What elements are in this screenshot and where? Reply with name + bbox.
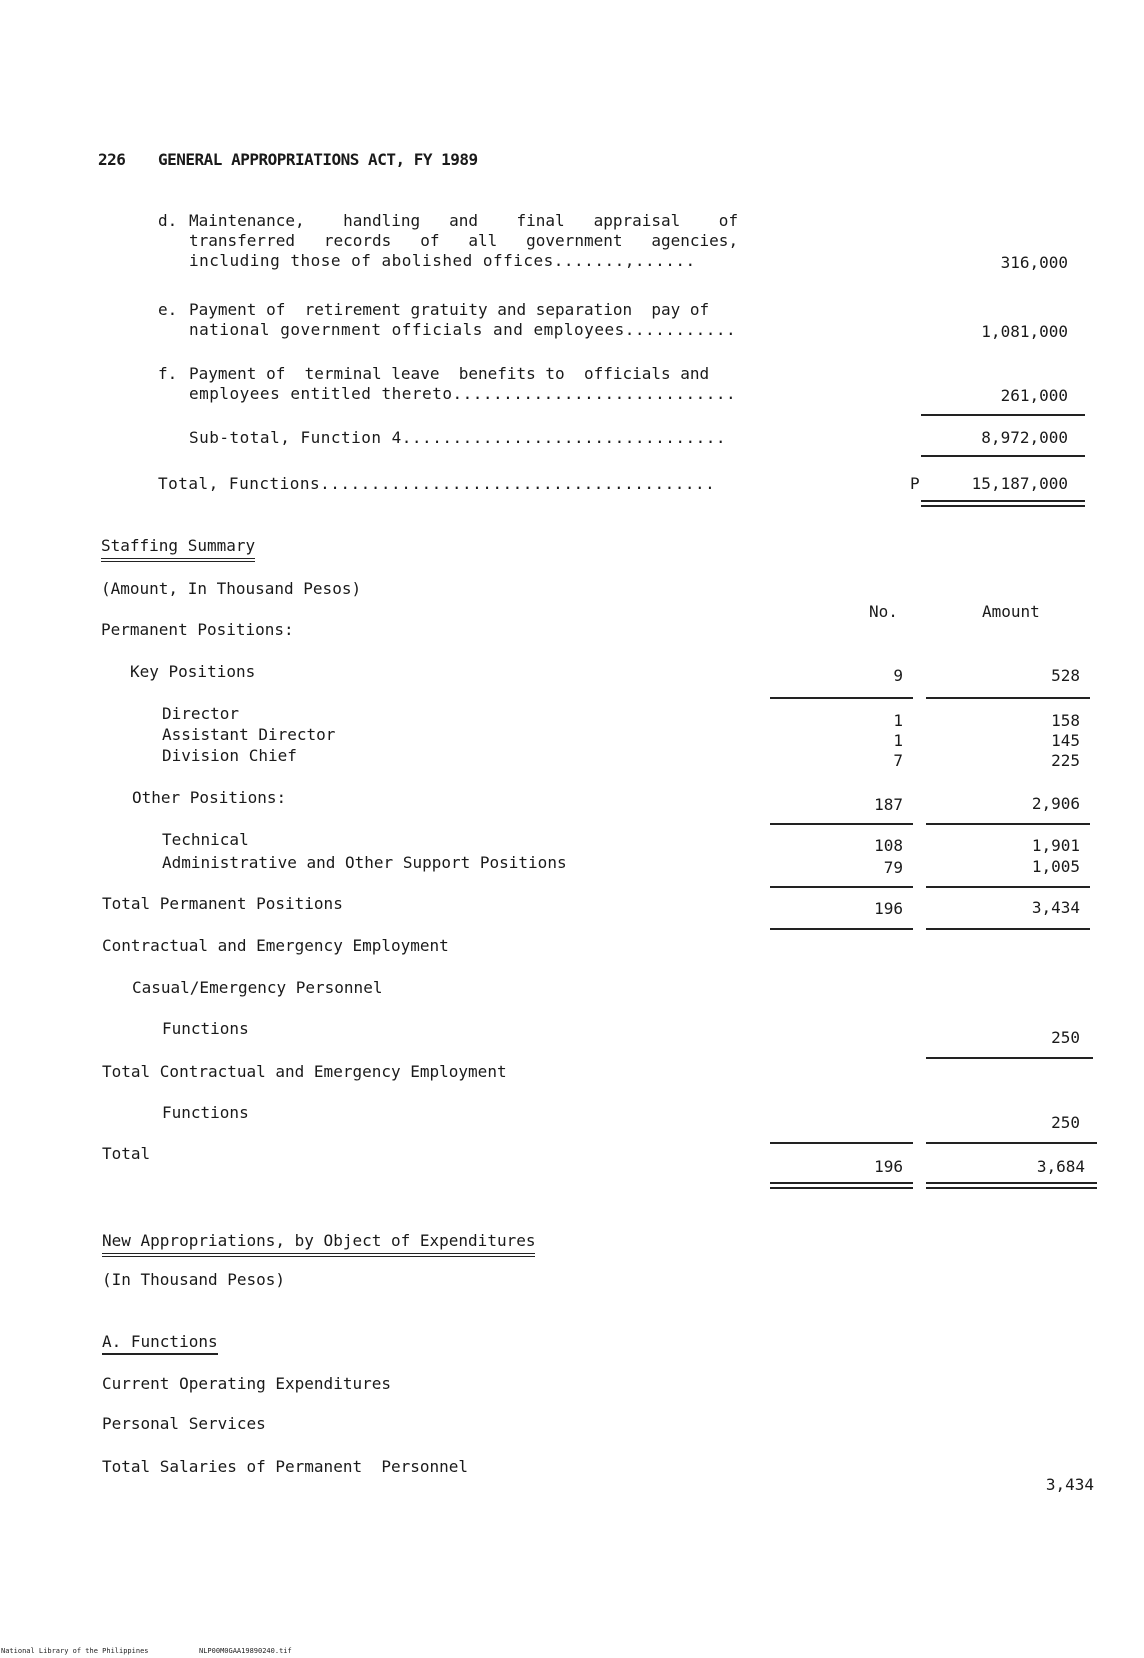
- new-appropriations-unit: (In Thousand Pesos): [102, 1270, 286, 1289]
- other-positions-no: 187: [874, 795, 903, 814]
- other-row-administrative-amount: 1,005: [1031, 857, 1080, 876]
- total-functions-label: Total, Functions.......................................: [158, 474, 716, 493]
- total-permanent-amount-rule: [926, 928, 1090, 930]
- personal-services-label: Personal Services: [102, 1414, 266, 1433]
- key-row-assistant-director-no: 1: [893, 731, 903, 750]
- total-permanent-no: 196: [874, 899, 903, 918]
- total-functions-amount: 15,187,000: [971, 474, 1068, 493]
- key-row-division-chief-no: 7: [893, 751, 903, 770]
- contractual-label: Contractual and Emergency Employment: [102, 936, 449, 955]
- item-d-line-2: transferred records of all government agencies,: [189, 231, 739, 250]
- footer-library: National Library of the Philippines: [1, 1647, 149, 1655]
- key-positions-amount: 528: [1051, 666, 1080, 685]
- key-row-assistant-director-amount: 145: [1051, 731, 1080, 750]
- item-f-line-2: employees entitled thereto............................: [189, 384, 737, 403]
- item-d-line-3: including those of abolished offices.......,......: [189, 251, 696, 270]
- key-row-director-no: 1: [893, 711, 903, 730]
- item-e-line-2: national government officials and employees...........: [189, 320, 737, 339]
- other-positions-label: Other Positions:: [132, 788, 287, 807]
- salaries-label: Total Salaries of Permanent Personnel: [102, 1457, 469, 1476]
- item-e-line-1: Payment of retirement gratuity and separation pay of: [189, 300, 710, 319]
- item-d-amount: 316,000: [1000, 253, 1068, 272]
- grand-total-amount: 3,684: [1036, 1157, 1085, 1176]
- other-row-administrative: Administrative and Other Support Positions: [162, 853, 567, 872]
- subtotal-label: Sub-total, Function 4................................: [189, 428, 727, 447]
- section-a-functions: A. Functions: [102, 1332, 218, 1352]
- other-row-administrative-no: 79: [883, 858, 903, 877]
- grand-total-no-rule: [770, 1142, 913, 1144]
- total-currency: P: [910, 474, 920, 493]
- total-contractual-functions-label: Functions: [162, 1103, 249, 1122]
- total-contractual-amount: 250: [1051, 1113, 1080, 1132]
- key-row-assistant-director: Assistant Director: [162, 725, 336, 744]
- other-positions-amount: 2,906: [1031, 794, 1080, 813]
- grand-total-no: 196: [874, 1157, 903, 1176]
- item-e-letter: e.: [158, 300, 178, 319]
- total-permanent-label: Total Permanent Positions: [102, 894, 343, 913]
- other-row-technical-amount: 1,901: [1031, 836, 1080, 855]
- other-no-rule: [770, 823, 913, 825]
- new-appropriations-heading: New Appropriations, by Object of Expenditures: [102, 1231, 535, 1251]
- total-permanent-no-rule: [770, 928, 913, 930]
- grand-total-amount-rule: [926, 1142, 1097, 1144]
- total-contractual-label: Total Contractual and Emergency Employment: [102, 1062, 507, 1081]
- other-row-technical: Technical: [162, 830, 249, 849]
- footer-filename: NLP00M0GAA19890240.tif: [199, 1647, 292, 1655]
- item-f-amount: 261,000: [1000, 386, 1068, 405]
- salaries-amount: 3,434: [1045, 1475, 1094, 1494]
- key-amount-rule: [926, 697, 1090, 699]
- permanent-no-rule: [770, 886, 913, 888]
- total-permanent-amount: 3,434: [1031, 898, 1080, 917]
- item-f-letter: f.: [158, 364, 178, 383]
- key-row-division-chief: Division Chief: [162, 746, 297, 765]
- functions-label: Functions: [162, 1019, 249, 1038]
- item-d-letter: d.: [158, 211, 178, 230]
- col-no-header: No.: [869, 602, 898, 621]
- grand-total-amount-double-rule: [926, 1182, 1097, 1189]
- current-operating-label: Current Operating Expenditures: [102, 1374, 391, 1393]
- item-e-amount: 1,081,000: [981, 322, 1068, 341]
- key-row-division-chief-amount: 225: [1051, 751, 1080, 770]
- grand-total-no-double-rule: [770, 1182, 913, 1189]
- key-row-director: Director: [162, 704, 240, 723]
- key-row-director-amount: 158: [1051, 711, 1080, 730]
- functions-rule: [926, 1057, 1093, 1059]
- total-double-rule: [921, 500, 1085, 507]
- subtotal-amount: 8,972,000: [981, 428, 1068, 447]
- other-row-technical-no: 108: [874, 836, 903, 855]
- key-no-rule: [770, 697, 913, 699]
- functions-amount: 250: [1051, 1028, 1080, 1047]
- other-amount-rule: [926, 823, 1090, 825]
- key-positions-label: Key Positions: [130, 662, 256, 681]
- permanent-amount-rule: [926, 886, 1090, 888]
- subtotal-rule: [921, 414, 1085, 416]
- item-d-line-1: Maintenance, handling and final appraisal of: [189, 211, 739, 230]
- grand-total-label: Total: [102, 1144, 151, 1163]
- col-amount-header: Amount: [982, 602, 1040, 621]
- item-f-line-1: Payment of terminal leave benefits to officials and: [189, 364, 710, 383]
- page-number: 226: [98, 150, 126, 169]
- staffing-heading: Staffing Summary: [101, 536, 255, 556]
- total-rule: [921, 455, 1085, 457]
- key-positions-no: 9: [893, 666, 903, 685]
- permanent-positions-label: Permanent Positions:: [101, 620, 294, 639]
- casual-label: Casual/Emergency Personnel: [132, 978, 383, 997]
- staffing-unit: (Amount, In Thousand Pesos): [101, 579, 362, 598]
- page-title: GENERAL APPROPRIATIONS ACT, FY 1989: [158, 150, 478, 169]
